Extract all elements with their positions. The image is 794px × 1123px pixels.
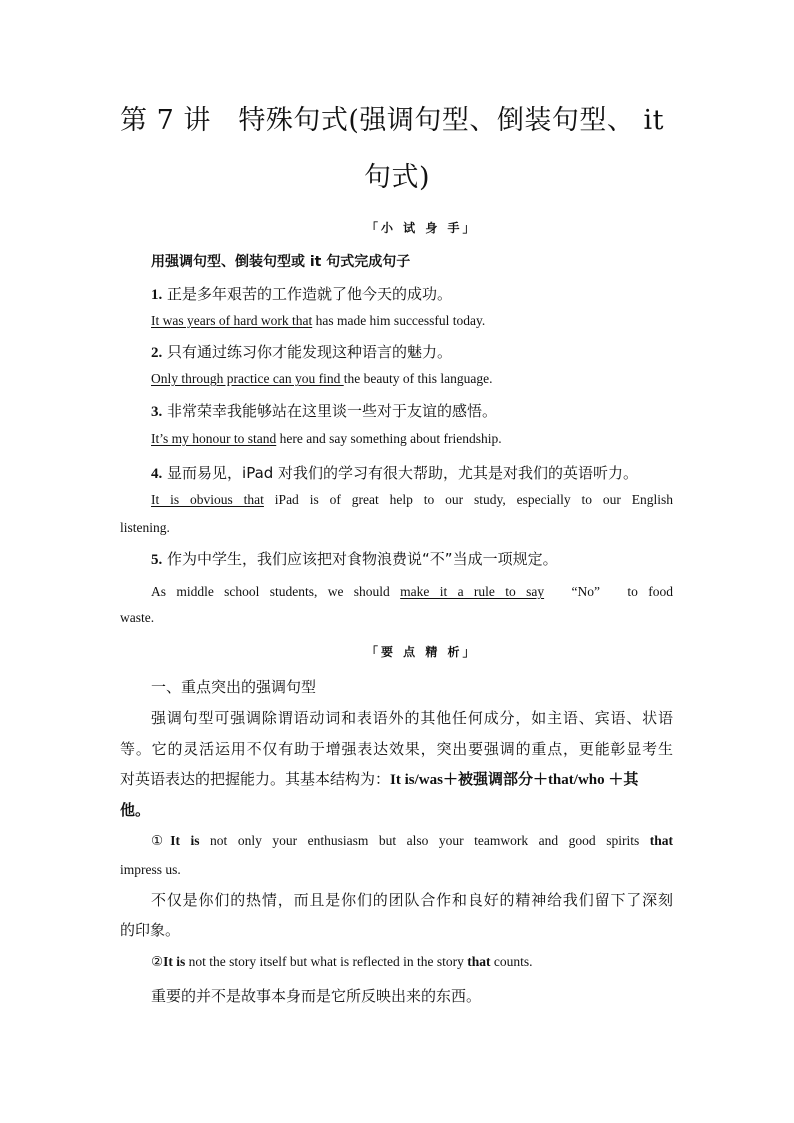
emphasis-end: that <box>467 954 491 969</box>
example-1-cont: impress us. <box>120 862 181 877</box>
answer-4 <box>151 492 673 508</box>
question-number: 5. <box>151 552 163 568</box>
para-line-2: 等。它的灵活运用不仅有助于增强表达效果，突出要强调的重点，更能彰显考生 <box>120 740 673 758</box>
answer-1 <box>151 313 485 329</box>
para-line-1: 强调句型可强调除谓语动词和表语外的其他任何成分，如主语、宾语、状语 <box>151 709 673 727</box>
question-1 <box>151 283 452 304</box>
answer-pre: As middle school students, we should <box>151 584 401 599</box>
example-2-translation: 重要的并不是故事本身而是它所反映出来的东西。 <box>151 987 482 1005</box>
answer-5-cont: waste. <box>120 610 155 625</box>
answer-rest: the beauty of this language. <box>343 371 493 386</box>
question-3 <box>151 400 497 421</box>
example-1-translation: 不仅是你们的热情，而且是你们的团队合作和良好的精神给我们留下了深刻 <box>151 891 673 909</box>
question-5 <box>151 548 558 569</box>
example-text: not only your enthusiasm but also your teamwork and good spirits <box>199 833 650 848</box>
answer-5 <box>151 580 673 600</box>
example-marker: ① <box>151 833 171 848</box>
emphasis-end: that <box>649 833 673 848</box>
emphasis-start: It is <box>170 833 200 848</box>
example-1-translation-cont: 的印象。 <box>120 921 181 939</box>
para-line-4: 他。 <box>120 801 151 819</box>
answer-fill: It was years of hard work that <box>151 313 313 328</box>
emphasis-start: It is <box>163 954 186 969</box>
page-title: 第 7 讲 特殊句式(强调句型、倒装句型、 it <box>120 105 664 136</box>
question-number: 3. <box>151 404 163 420</box>
example-2 <box>151 954 532 970</box>
para-line-3 <box>120 768 638 789</box>
example-1 <box>151 833 673 849</box>
question-text: 显而易见，iPad 对我们的学习有很大帮助，尤其是对我们的英语听力。 <box>167 464 639 482</box>
example-text: not the story itself but what is reflected in the story <box>185 954 468 969</box>
example-marker: ② <box>151 954 164 969</box>
section-tag-practice: 「小 试 身 手」 <box>366 221 478 235</box>
section-tag-analysis: 「要 点 精 析」 <box>366 645 478 659</box>
answer-rest: iPad is of great help to our study, especially to our English <box>263 492 674 507</box>
answer-rest: “No” to food <box>544 584 674 599</box>
answer-fill: It’s my honour to stand <box>151 431 277 446</box>
question-number: 2. <box>151 345 163 361</box>
question-text: 正是多年艰苦的工作造就了他今天的成功。 <box>167 285 453 303</box>
answer-fill: make it a rule to say <box>400 584 545 599</box>
question-number: 1. <box>151 287 163 303</box>
question-text: 非常荣幸我能够站在这里谈一些对于友谊的感悟。 <box>167 402 498 420</box>
section-heading: 一、重点突出的强调句型 <box>151 678 317 696</box>
structure-formula: It is/was＋被强调部分＋that/who ＋其 <box>390 772 639 788</box>
answer-fill: Only through practice can you find <box>151 371 344 386</box>
answer-2 <box>151 371 493 387</box>
question-4 <box>151 462 638 483</box>
answer-fill: It is obvious that <box>151 492 264 507</box>
page-title-line2: 句式) <box>364 162 431 193</box>
instruction: 用强调句型、倒装句型或 it 句式完成句子 <box>151 254 411 270</box>
question-text: 作为中学生，我们应该把对食物浪费说“不”当成一项规定。 <box>167 550 558 568</box>
answer-rest: has made him successful today. <box>312 313 486 328</box>
answer-4-cont: listening. <box>120 520 170 535</box>
question-text: 只有通过练习你才能发现这种语言的魅力。 <box>167 343 453 361</box>
answer-3 <box>151 431 502 447</box>
para-text: 对英语表达的把握能力。其基本结构为： <box>120 770 391 788</box>
question-number: 4. <box>151 466 163 482</box>
answer-rest: here and say something about friendship. <box>276 431 502 446</box>
question-2 <box>151 341 452 362</box>
example-rest: counts. <box>490 954 533 969</box>
